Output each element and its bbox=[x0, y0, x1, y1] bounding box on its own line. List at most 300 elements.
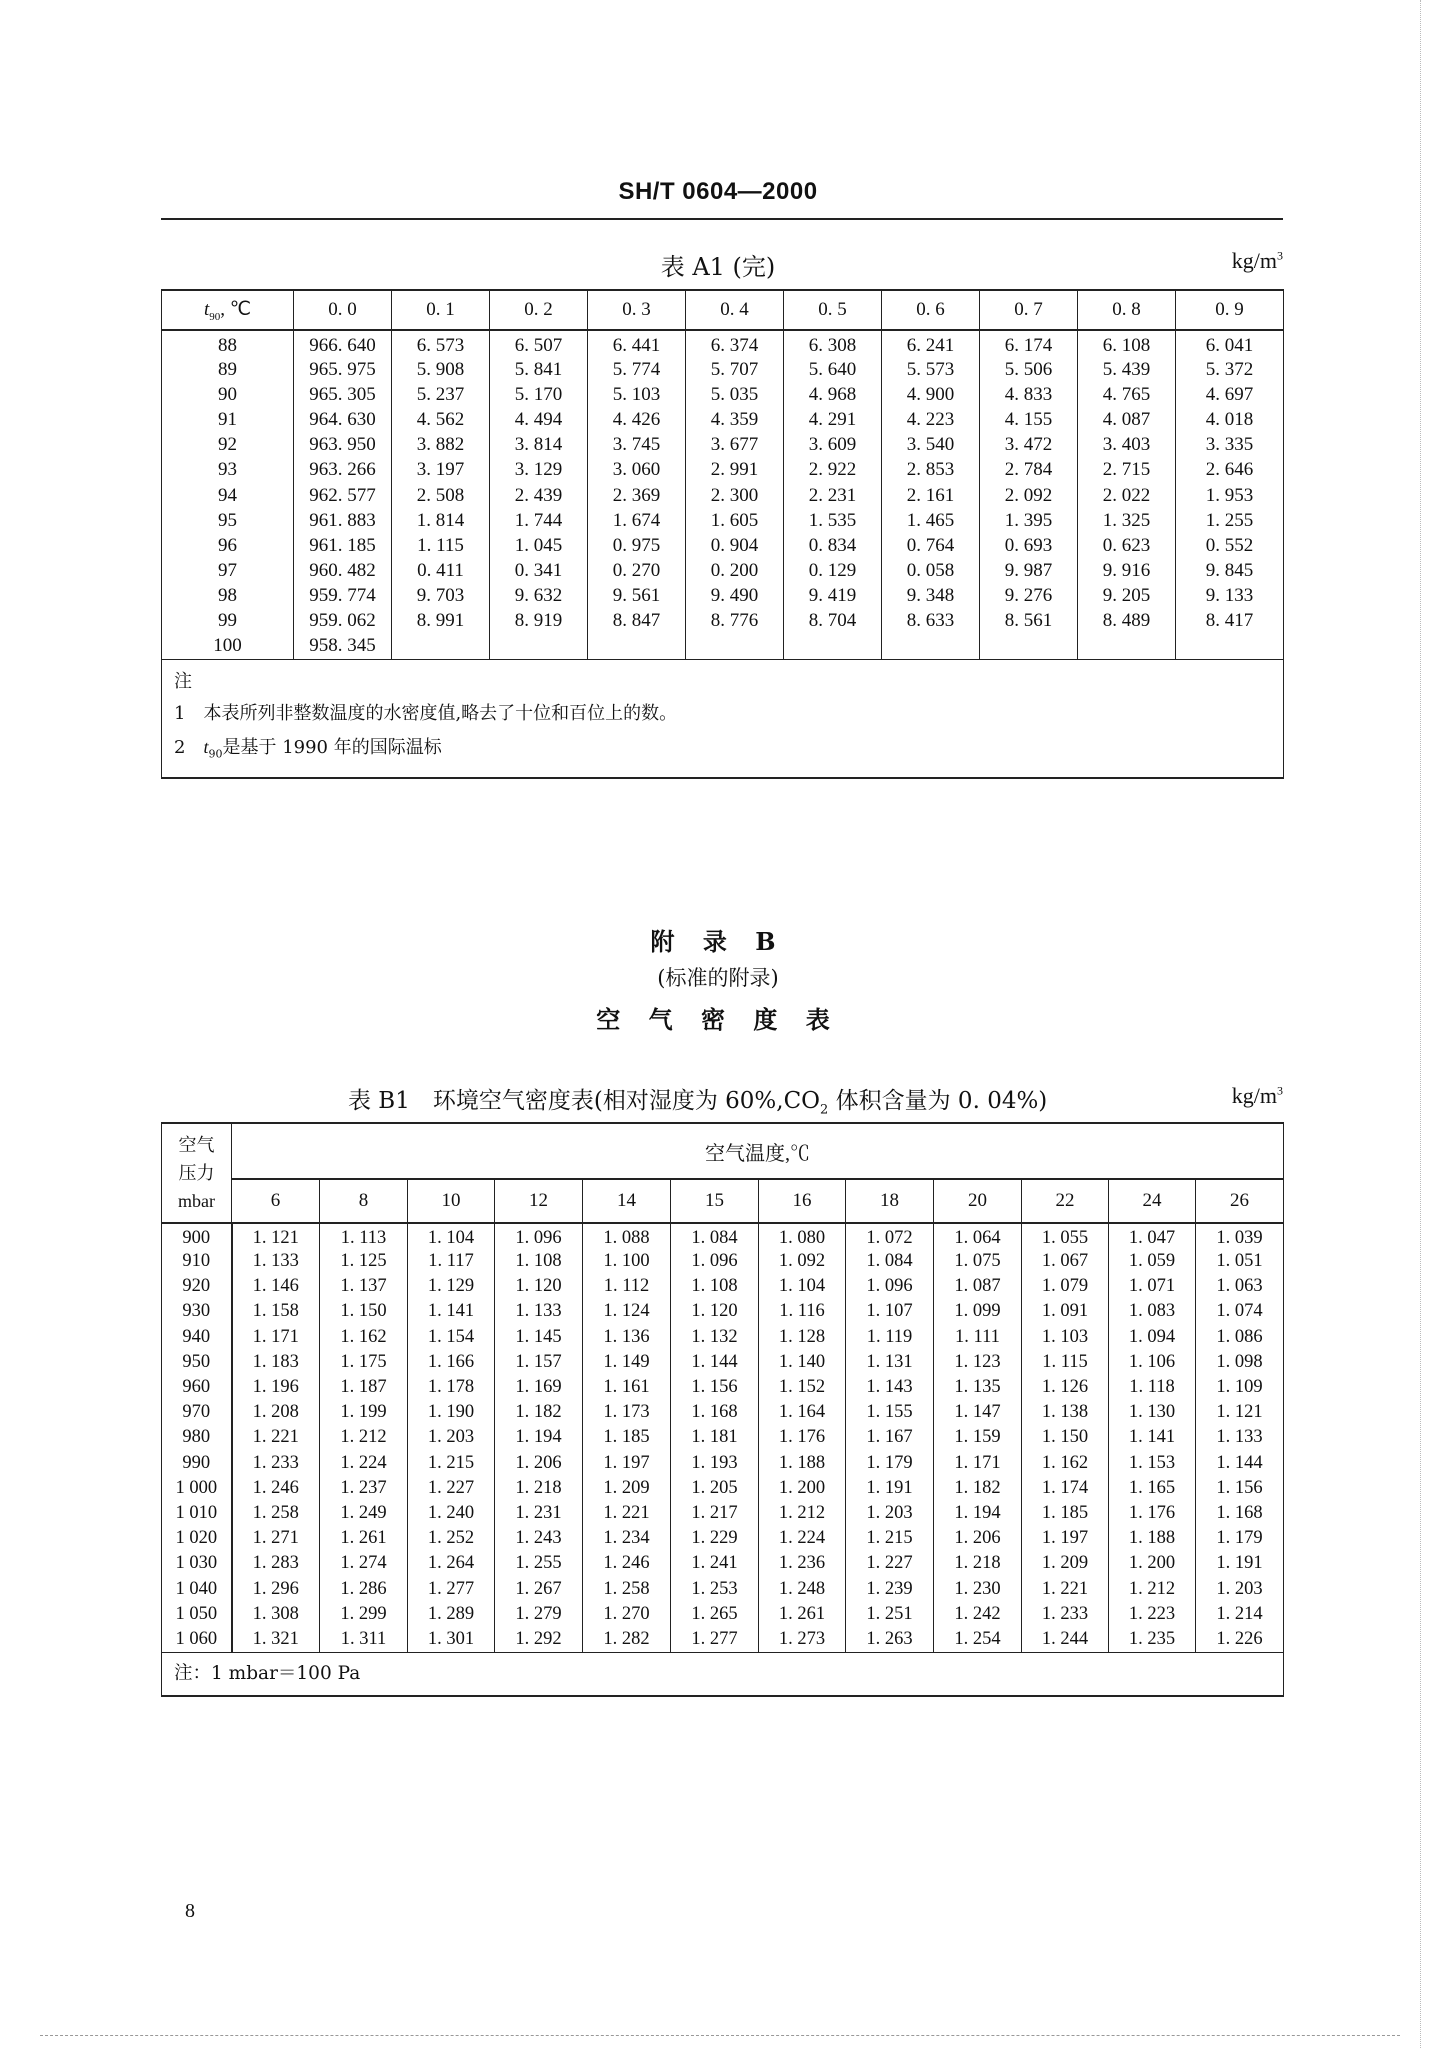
table-b1-density-cell: 1. 279 bbox=[495, 1602, 583, 1627]
table-b1-density-cell: 1. 229 bbox=[671, 1526, 759, 1551]
table-a1-density-cell: 3. 814 bbox=[490, 433, 588, 458]
table-a1-density-cell: 5. 908 bbox=[392, 357, 490, 382]
table-a1-density-cell: 3. 745 bbox=[588, 433, 686, 458]
table-row bbox=[162, 1375, 1284, 1400]
table-a1-density-cell: 9. 348 bbox=[882, 584, 980, 609]
table-row bbox=[162, 1551, 1284, 1576]
table-b1-density-cell: 1. 274 bbox=[320, 1551, 408, 1576]
table-b1-density-cell: 1. 249 bbox=[320, 1501, 408, 1526]
table-b1-density-cell: 1. 156 bbox=[671, 1375, 759, 1400]
table-b1-pressure-cell: 930 bbox=[162, 1299, 232, 1324]
table-a1-density-cell bbox=[1176, 634, 1284, 659]
bottom-dashed-rule bbox=[40, 2035, 1400, 2036]
table-b1-density-cell: 1. 261 bbox=[320, 1526, 408, 1551]
table-b1-density-cell: 1. 165 bbox=[1109, 1476, 1196, 1501]
table-a1-density-cell: 4. 359 bbox=[686, 407, 784, 432]
table-b1-density-cell: 1. 108 bbox=[671, 1274, 759, 1299]
table-b1-density-cell: 1. 087 bbox=[934, 1274, 1022, 1299]
table-b1-density-cell: 1. 162 bbox=[1022, 1451, 1109, 1476]
table-a1-density-cell: 9. 987 bbox=[980, 559, 1078, 584]
table-a1-temperature-cell: 99 bbox=[162, 609, 294, 634]
table-row bbox=[162, 382, 1284, 407]
table-b1-pressure-cell: 920 bbox=[162, 1274, 232, 1299]
table-row bbox=[162, 1451, 1284, 1476]
table-a1-density-cell: 4. 968 bbox=[784, 382, 882, 407]
table-b1-density-cell: 1. 047 bbox=[1109, 1223, 1196, 1249]
table-b1-density-cell: 1. 055 bbox=[1022, 1223, 1109, 1249]
table-a1-header-row bbox=[162, 290, 1284, 330]
table-a1-density-cell: 2. 853 bbox=[882, 458, 980, 483]
table-b1-density-cell: 1. 119 bbox=[846, 1325, 934, 1350]
table-a1-density-cell: 9. 703 bbox=[392, 584, 490, 609]
table-b1-density-cell: 1. 188 bbox=[759, 1451, 846, 1476]
table-b1-density-cell: 1. 171 bbox=[232, 1325, 320, 1350]
table-row bbox=[162, 1501, 1284, 1526]
table-b1-density-cell: 1. 143 bbox=[846, 1375, 934, 1400]
table-b1-density-cell: 1. 218 bbox=[495, 1476, 583, 1501]
table-a1-density-cell: 9. 133 bbox=[1176, 584, 1284, 609]
table-b1-density-cell: 1. 237 bbox=[320, 1476, 408, 1501]
table-a1-density-cell: 3. 472 bbox=[980, 433, 1078, 458]
table-a1-density-cell: 0. 411 bbox=[392, 559, 490, 584]
table-a1-column-header: 0. 6 bbox=[882, 290, 980, 330]
table-b1-density-cell: 1. 221 bbox=[232, 1425, 320, 1450]
table-a1-density-cell: 1. 465 bbox=[882, 508, 980, 533]
table-b1-density-cell: 1. 171 bbox=[934, 1451, 1022, 1476]
table-b1-density-cell: 1. 128 bbox=[759, 1325, 846, 1350]
table-b1-density-cell: 1. 107 bbox=[846, 1299, 934, 1324]
table-row bbox=[162, 584, 1284, 609]
table-a1-density-cell: 5. 035 bbox=[686, 382, 784, 407]
table-b1-density-cell: 1. 240 bbox=[408, 1501, 495, 1526]
table-a1-density-cell: 5. 573 bbox=[882, 357, 980, 382]
table-b1-density-cell: 1. 258 bbox=[232, 1501, 320, 1526]
table-b1-column-header: 14 bbox=[583, 1179, 671, 1223]
table-a1-density-cell: 8. 847 bbox=[588, 609, 686, 634]
table-row bbox=[162, 1627, 1284, 1652]
table-b1-density-cell: 1. 092 bbox=[759, 1249, 846, 1274]
table-b1-density-cell: 1. 205 bbox=[671, 1476, 759, 1501]
table-b1-density-cell: 1. 124 bbox=[583, 1299, 671, 1324]
table-a1-density-cell: 963. 266 bbox=[294, 458, 392, 483]
table-b1-density-cell: 1. 212 bbox=[1109, 1576, 1196, 1601]
table-b1-density-cell: 1. 138 bbox=[1022, 1400, 1109, 1425]
table-b1-density-cell: 1. 185 bbox=[1022, 1501, 1109, 1526]
table-a1-density-cell: 2. 646 bbox=[1176, 458, 1284, 483]
table-a1-column-header: 0. 2 bbox=[490, 290, 588, 330]
table-b1-density-cell: 1. 244 bbox=[1022, 1627, 1109, 1652]
table-b1-density-cell: 1. 100 bbox=[583, 1249, 671, 1274]
table-b1-density-cell: 1. 242 bbox=[934, 1602, 1022, 1627]
table-a1-column-header: 0. 5 bbox=[784, 290, 882, 330]
table-b1-density-cell: 1. 059 bbox=[1109, 1249, 1196, 1274]
table-a1-density-cell bbox=[784, 634, 882, 659]
table-row bbox=[162, 1526, 1284, 1551]
document-code-header: SH/T 0604—2000 bbox=[618, 178, 818, 205]
table-b1-density-cell: 1. 129 bbox=[408, 1274, 495, 1299]
table-a1-density-cell: 2. 439 bbox=[490, 483, 588, 508]
table-a1-density-cell: 8. 991 bbox=[392, 609, 490, 634]
table-b1-density-cell: 1. 084 bbox=[846, 1249, 934, 1274]
table-b1-pressure-cell: 940 bbox=[162, 1325, 232, 1350]
table-b1-pressure-cell: 910 bbox=[162, 1249, 232, 1274]
table-row bbox=[162, 508, 1284, 533]
table-b1-density-cell: 1. 215 bbox=[408, 1451, 495, 1476]
table-a1-note-1: 1 本表所列非整数温度的水密度值,略去了十位和百位上的数。 bbox=[174, 703, 678, 725]
table-a1-temperature-cell: 92 bbox=[162, 433, 294, 458]
table-b1-density-cell: 1. 296 bbox=[232, 1576, 320, 1601]
table-a1-density-cell: 964. 630 bbox=[294, 407, 392, 432]
table-b1-density-cell: 1. 311 bbox=[320, 1627, 408, 1652]
table-b1-column-header: 10 bbox=[408, 1179, 495, 1223]
table-b1-density-cell: 1. 289 bbox=[408, 1602, 495, 1627]
table-row bbox=[162, 1350, 1284, 1375]
table-a1-note-2: 2 $t_{90}$是基于 1990 年的国际温标 bbox=[174, 736, 442, 761]
table-b1-density-cell: 1. 286 bbox=[320, 1576, 408, 1601]
table-b1-density-cell: 1. 236 bbox=[759, 1551, 846, 1576]
table-a1-density-cell: 9. 276 bbox=[980, 584, 1078, 609]
table-row bbox=[162, 330, 1284, 357]
table-a1-density-cell: 9. 419 bbox=[784, 584, 882, 609]
table-b1-density-cell: 1. 282 bbox=[583, 1627, 671, 1652]
table-b1-density-cell: 1. 157 bbox=[495, 1350, 583, 1375]
table-b1-row-header: 空气 压力 mbar bbox=[162, 1123, 232, 1223]
table-a1-density-cell: 0. 764 bbox=[882, 533, 980, 558]
table-a1-density-cell: 0. 693 bbox=[980, 533, 1078, 558]
table-b1-density-cell: 1. 118 bbox=[1109, 1375, 1196, 1400]
table-a1-density-cell: 962. 577 bbox=[294, 483, 392, 508]
table-a1-density-cell: 4. 900 bbox=[882, 382, 980, 407]
table-b1-pressure-cell: 990 bbox=[162, 1451, 232, 1476]
table-a1-density-cell: 4. 223 bbox=[882, 407, 980, 432]
table-b1-density-cell: 1. 141 bbox=[1109, 1425, 1196, 1450]
table-a1-density-cell: 6. 374 bbox=[686, 330, 784, 357]
table-b1-density-cell: 1. 203 bbox=[1196, 1576, 1284, 1601]
table-b1-density-cell: 1. 154 bbox=[408, 1325, 495, 1350]
table-b1-density-cell: 1. 221 bbox=[1022, 1576, 1109, 1601]
table-a1-density-cell: 6. 573 bbox=[392, 330, 490, 357]
table-a1-density-cell: 6. 507 bbox=[490, 330, 588, 357]
table-b1-column-header: 6 bbox=[232, 1179, 320, 1223]
table-row bbox=[162, 609, 1284, 634]
table-b1-density-cell: 1. 120 bbox=[495, 1274, 583, 1299]
table-b1-pressure-cell: 1 010 bbox=[162, 1501, 232, 1526]
table-a1-density-cell: 9. 205 bbox=[1078, 584, 1176, 609]
table-row bbox=[162, 357, 1284, 382]
table-a1-density-cell: 1. 045 bbox=[490, 533, 588, 558]
table-row bbox=[162, 433, 1284, 458]
table-b1-density-cell: 1. 120 bbox=[671, 1299, 759, 1324]
table-b1-density-cell: 1. 261 bbox=[759, 1602, 846, 1627]
table-a1-density-cell: 2. 300 bbox=[686, 483, 784, 508]
table-b1-density-cell: 1. 218 bbox=[934, 1551, 1022, 1576]
table-a1-column-header: 0. 0 bbox=[294, 290, 392, 330]
table-b1-pressure-cell: 1 040 bbox=[162, 1576, 232, 1601]
table-a1-density-cell: 0. 552 bbox=[1176, 533, 1284, 558]
table-b1-density-cell: 1. 194 bbox=[934, 1501, 1022, 1526]
table-row bbox=[162, 483, 1284, 508]
table-a1-density-cell: 2. 784 bbox=[980, 458, 1078, 483]
appendix-title: 附 录 B bbox=[650, 927, 786, 956]
table-a1-density-cell bbox=[980, 634, 1078, 659]
table-a1-density-cell: 8. 561 bbox=[980, 609, 1078, 634]
table-b1-unit: $kg/m^3$ bbox=[1231, 1083, 1283, 1108]
table-a1-density-cell: 8. 633 bbox=[882, 609, 980, 634]
table-b1-column-header: 24 bbox=[1109, 1179, 1196, 1223]
header-rule bbox=[161, 218, 1283, 220]
table-b1-density-cell: 1. 096 bbox=[846, 1274, 934, 1299]
table-b1-density-cell: 1. 123 bbox=[934, 1350, 1022, 1375]
table-b1-density-cell: 1. 113 bbox=[320, 1223, 408, 1249]
table-b1-density-cell: 1. 187 bbox=[320, 1375, 408, 1400]
table-b1-density-cell: 1. 167 bbox=[846, 1425, 934, 1450]
table-b1-density-cell: 1. 221 bbox=[583, 1501, 671, 1526]
table-b1-note: 注：1 mbar＝100 Pa bbox=[162, 1652, 1284, 1696]
table-a1-density-cell: 8. 704 bbox=[784, 609, 882, 634]
table-a1-density-cell: 4. 155 bbox=[980, 407, 1078, 432]
table-a1-temperature-cell: 95 bbox=[162, 508, 294, 533]
table-row bbox=[162, 533, 1284, 558]
table-a1-density-cell: 2. 161 bbox=[882, 483, 980, 508]
table-b1-density-cell: 1. 224 bbox=[320, 1451, 408, 1476]
table-b1-density-cell: 1. 140 bbox=[759, 1350, 846, 1375]
table-b1-density-cell: 1. 135 bbox=[934, 1375, 1022, 1400]
table-a1-density-cell: 3. 609 bbox=[784, 433, 882, 458]
table-b1-density-cell: 1. 121 bbox=[1196, 1400, 1284, 1425]
table-b1-density-cell: 1. 064 bbox=[934, 1223, 1022, 1249]
table-b1-density-cell: 1. 243 bbox=[495, 1526, 583, 1551]
table-b1-pressure-cell: 950 bbox=[162, 1350, 232, 1375]
table-a1-column-header: 0. 8 bbox=[1078, 290, 1176, 330]
table-a1-density-cell: 5. 707 bbox=[686, 357, 784, 382]
table-b1-column-header: 16 bbox=[759, 1179, 846, 1223]
table-a1-density-cell: 1. 115 bbox=[392, 533, 490, 558]
table-a1-density-cell: 2. 922 bbox=[784, 458, 882, 483]
table-a1-density-cell: 3. 540 bbox=[882, 433, 980, 458]
table-b1-density-cell: 1. 239 bbox=[846, 1576, 934, 1601]
table-a1-density-cell: 2. 022 bbox=[1078, 483, 1176, 508]
table-b1-density-cell: 1. 136 bbox=[583, 1325, 671, 1350]
table-b1-density-cell: 1. 174 bbox=[1022, 1476, 1109, 1501]
table-a1-density-cell: 1. 255 bbox=[1176, 508, 1284, 533]
table-b1-pressure-cell: 900 bbox=[162, 1223, 232, 1249]
table-b1-density-cell: 1. 137 bbox=[320, 1274, 408, 1299]
table-a1 bbox=[161, 289, 1284, 779]
table-row bbox=[162, 1249, 1284, 1274]
table-a1-density-cell: 0. 975 bbox=[588, 533, 686, 558]
table-b1-density-cell: 1. 263 bbox=[846, 1627, 934, 1652]
table-b1-density-cell: 1. 194 bbox=[495, 1425, 583, 1450]
table-a1-density-cell: 4. 562 bbox=[392, 407, 490, 432]
table-b1-density-cell: 1. 152 bbox=[759, 1375, 846, 1400]
table-a1-density-cell: 5. 372 bbox=[1176, 357, 1284, 382]
table-b1-column-header: 20 bbox=[934, 1179, 1022, 1223]
table-b1-density-cell: 1. 265 bbox=[671, 1602, 759, 1627]
table-b1-density-cell: 1. 299 bbox=[320, 1602, 408, 1627]
table-a1-density-cell: 4. 494 bbox=[490, 407, 588, 432]
table-row bbox=[162, 1400, 1284, 1425]
table-a1-temperature-cell: 98 bbox=[162, 584, 294, 609]
table-b1-density-cell: 1. 233 bbox=[232, 1451, 320, 1476]
table-b1-density-cell: 1. 203 bbox=[846, 1501, 934, 1526]
table-b1 bbox=[161, 1122, 1284, 1697]
table-b1-density-cell: 1. 084 bbox=[671, 1223, 759, 1249]
table-b1-column-header: 15 bbox=[671, 1179, 759, 1223]
table-a1-density-cell: 958. 345 bbox=[294, 634, 392, 659]
table-a1-density-cell: 5. 103 bbox=[588, 382, 686, 407]
table-b1-column-header: 8 bbox=[320, 1179, 408, 1223]
table-b1-column-header: 12 bbox=[495, 1179, 583, 1223]
table-b1-density-cell: 1. 206 bbox=[495, 1451, 583, 1476]
table-a1-temperature-cell: 90 bbox=[162, 382, 294, 407]
table-b1-density-cell: 1. 182 bbox=[934, 1476, 1022, 1501]
table-a1-density-cell bbox=[490, 634, 588, 659]
table-a1-density-cell: 8. 919 bbox=[490, 609, 588, 634]
table-a1-density-cell: 1. 953 bbox=[1176, 483, 1284, 508]
appendix-subtitle: (标准的附录) bbox=[657, 966, 779, 990]
table-b1-density-cell: 1. 212 bbox=[759, 1501, 846, 1526]
table-a1-density-cell: 2. 231 bbox=[784, 483, 882, 508]
table-a1-density-cell: 0. 200 bbox=[686, 559, 784, 584]
table-a1-temperature-cell: 91 bbox=[162, 407, 294, 432]
table-b1-density-cell: 1. 176 bbox=[1109, 1501, 1196, 1526]
table-b1-density-cell: 1. 321 bbox=[232, 1627, 320, 1652]
table-b1-density-cell: 1. 248 bbox=[759, 1576, 846, 1601]
table-b1-density-cell: 1. 091 bbox=[1022, 1299, 1109, 1324]
table-a1-density-cell: 0. 904 bbox=[686, 533, 784, 558]
table-b1-density-cell: 1. 193 bbox=[671, 1451, 759, 1476]
table-a1-density-cell: 1. 395 bbox=[980, 508, 1078, 533]
table-row bbox=[162, 1425, 1284, 1450]
table-b1-density-cell: 1. 168 bbox=[1196, 1501, 1284, 1526]
table-a1-density-cell: 5. 439 bbox=[1078, 357, 1176, 382]
table-a1-density-cell: 1. 605 bbox=[686, 508, 784, 533]
table-b1-density-cell: 1. 197 bbox=[1022, 1526, 1109, 1551]
table-b1-column-header: 26 bbox=[1196, 1179, 1284, 1223]
table-b1-density-cell: 1. 133 bbox=[232, 1249, 320, 1274]
table-b1-density-cell: 1. 188 bbox=[1109, 1526, 1196, 1551]
table-b1-density-cell: 1. 063 bbox=[1196, 1274, 1284, 1299]
table-a1-density-cell: 5. 506 bbox=[980, 357, 1078, 382]
table-a1-density-cell: 960. 482 bbox=[294, 559, 392, 584]
table-a1-density-cell: 3. 677 bbox=[686, 433, 784, 458]
table-b1-density-cell: 1. 253 bbox=[671, 1576, 759, 1601]
table-b1-density-cell: 1. 125 bbox=[320, 1249, 408, 1274]
table-a1-density-cell: 5. 774 bbox=[588, 357, 686, 382]
table-a1-density-cell: 4. 291 bbox=[784, 407, 882, 432]
table-b1-density-cell: 1. 224 bbox=[759, 1526, 846, 1551]
table-a1-density-cell: 4. 833 bbox=[980, 382, 1078, 407]
table-a1-density-cell: 2. 369 bbox=[588, 483, 686, 508]
table-row bbox=[162, 1602, 1284, 1627]
table-a1-density-cell bbox=[392, 634, 490, 659]
table-a1-density-cell: 2. 508 bbox=[392, 483, 490, 508]
table-a1-column-header: 0. 3 bbox=[588, 290, 686, 330]
table-b1-density-cell: 1. 271 bbox=[232, 1526, 320, 1551]
table-b1-density-cell: 1. 096 bbox=[495, 1223, 583, 1249]
table-b1-pressure-cell: 1 020 bbox=[162, 1526, 232, 1551]
table-b1-density-cell: 1. 083 bbox=[1109, 1299, 1196, 1324]
table-b1-density-cell: 1. 150 bbox=[320, 1299, 408, 1324]
table-b1-density-cell: 1. 108 bbox=[495, 1249, 583, 1274]
table-a1-density-cell: 1. 814 bbox=[392, 508, 490, 533]
table-b1-density-cell: 1. 051 bbox=[1196, 1249, 1284, 1274]
table-row bbox=[162, 1274, 1284, 1299]
table-a1-density-cell: 1. 674 bbox=[588, 508, 686, 533]
table-b1-density-cell: 1. 169 bbox=[495, 1375, 583, 1400]
table-a1-column-header: 0. 4 bbox=[686, 290, 784, 330]
table-b1-density-cell: 1. 209 bbox=[1022, 1551, 1109, 1576]
table-b1-density-cell: 1. 080 bbox=[759, 1223, 846, 1249]
table-b1-density-cell: 1. 191 bbox=[1196, 1551, 1284, 1576]
table-b1-density-cell: 1. 071 bbox=[1109, 1274, 1196, 1299]
table-a1-density-cell: 961. 883 bbox=[294, 508, 392, 533]
table-b1-density-cell: 1. 223 bbox=[1109, 1602, 1196, 1627]
table-b1-density-cell: 1. 162 bbox=[320, 1325, 408, 1350]
table-b1-density-cell: 1. 175 bbox=[320, 1350, 408, 1375]
table-b1-density-cell: 1. 234 bbox=[583, 1526, 671, 1551]
table-b1-density-cell: 1. 039 bbox=[1196, 1223, 1284, 1249]
table-b1-pressure-cell: 1 000 bbox=[162, 1476, 232, 1501]
table-a1-unit: $kg/m^3$ bbox=[1231, 248, 1283, 273]
table-b1-density-cell: 1. 196 bbox=[232, 1375, 320, 1400]
table-row bbox=[162, 458, 1284, 483]
table-b1-density-cell: 1. 131 bbox=[846, 1350, 934, 1375]
table-a1-density-cell: 6. 108 bbox=[1078, 330, 1176, 357]
table-b1-density-cell: 1. 203 bbox=[408, 1425, 495, 1450]
table-b1-density-cell: 1. 079 bbox=[1022, 1274, 1109, 1299]
table-b1-density-cell: 1. 258 bbox=[583, 1576, 671, 1601]
table-a1-corner-header: $t_{90}$, ℃ bbox=[162, 290, 294, 330]
table-a1-temperature-cell: 94 bbox=[162, 483, 294, 508]
table-b1-density-cell: 1. 144 bbox=[671, 1350, 759, 1375]
table-a1-density-cell: 6. 308 bbox=[784, 330, 882, 357]
table-b1-group-header: 空气温度,℃ bbox=[232, 1123, 1284, 1179]
table-b1-density-cell: 1. 133 bbox=[1196, 1425, 1284, 1450]
table-a1-notes bbox=[162, 659, 1284, 778]
table-b1-density-cell: 1. 086 bbox=[1196, 1325, 1284, 1350]
table-b1-density-cell: 1. 072 bbox=[846, 1223, 934, 1249]
table-a1-temperature-cell: 88 bbox=[162, 330, 294, 357]
table-b1-density-cell: 1. 112 bbox=[583, 1274, 671, 1299]
table-a1-density-cell: 8. 489 bbox=[1078, 609, 1176, 634]
table-a1-density-cell: 959. 774 bbox=[294, 584, 392, 609]
table-a1-density-cell: 961. 185 bbox=[294, 533, 392, 558]
table-b1-density-cell: 1. 109 bbox=[1196, 1375, 1284, 1400]
table-b1-density-cell: 1. 116 bbox=[759, 1299, 846, 1324]
table-a1-density-cell: 9. 490 bbox=[686, 584, 784, 609]
table-a1-density-cell bbox=[686, 634, 784, 659]
table-row bbox=[162, 1476, 1284, 1501]
table-b1-density-cell: 1. 246 bbox=[583, 1551, 671, 1576]
table-b1-density-cell: 1. 088 bbox=[583, 1223, 671, 1249]
table-a1-density-cell: 0. 129 bbox=[784, 559, 882, 584]
table-b1-density-cell: 1. 159 bbox=[934, 1425, 1022, 1450]
table-a1-density-cell: 6. 441 bbox=[588, 330, 686, 357]
table-a1-density-cell: 4. 426 bbox=[588, 407, 686, 432]
table-a1-density-cell: 5. 841 bbox=[490, 357, 588, 382]
table-b1-density-cell: 1. 227 bbox=[408, 1476, 495, 1501]
table-a1-density-cell: 8. 776 bbox=[686, 609, 784, 634]
table-a1-density-cell: 9. 632 bbox=[490, 584, 588, 609]
table-b1-density-cell: 1. 104 bbox=[759, 1274, 846, 1299]
table-b1-density-cell: 1. 301 bbox=[408, 1627, 495, 1652]
table-b1-column-header: 18 bbox=[846, 1179, 934, 1223]
table-b1-density-cell: 1. 173 bbox=[583, 1400, 671, 1425]
table-b1-density-cell: 1. 197 bbox=[583, 1451, 671, 1476]
table-a1-density-cell: 963. 950 bbox=[294, 433, 392, 458]
table-b1-density-cell: 1. 179 bbox=[846, 1451, 934, 1476]
